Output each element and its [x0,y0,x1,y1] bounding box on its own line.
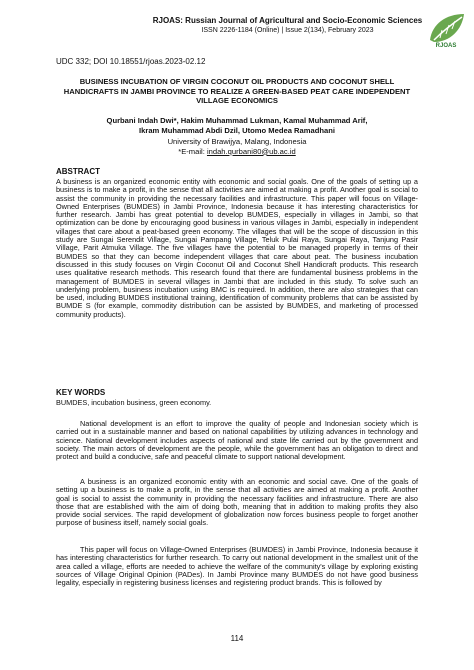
body-paragraph-1: National development is an effort to improve the quality of people and Indonesian society which is carried out in a sustainable manner and based on national capabilities by utilizing advances in technology and science. National development includes aspects of national and state life carried out by the government and society. The main actors of development are the people, while the government has an obligation to direct and protect and build a conducive, safe and peaceful climate to support national development. [56,419,418,462]
email-line [56,147,418,157]
journal-header [0,10,474,50]
udc-doi: UDC 332; DOI 10.18551/rjoas.2023-02.12 [56,57,206,66]
abstract-text: A business is an organized economic entity with economic and social goals. One of the goals of setting up a business is to make a profit, in the sense that all activities are aimed at making a profit. Another goal is social to assist the community in providing the necessary facilities and infrastructure. This paper will focus on Village-Owned Enterprises (BUMDES) in Jambi Province, Indonesia because it has interesting characteristics for further research. Jambi has great potential to develop BUMDES, especially in villages in Jambi, so that optimization can be done by encouraging good business in various villages in Jambi, especially in independent villages that care about a peat-based green economy. The villages that will be the scope of discussion in this study are Sungai Serendit Village, Sungai Pampang Village, Teluk Pulai Raya, Sungai Raya, Tanjung Pasir Village, Parit Atmuka Village. The five villages have the potential to be managed properly in terms of their BUMDES so that they can become independent villages that care about peat. The business incubation discussed in this study focuses on Virgin Coconut Oil and Coconut Shell Handicraft products. This research uses qualitative research methods. This research found that there are fundamental business problems in the management of BUMDES in several villages in Jambi that are included in this study. To solve such an underlying problem, business incubation using BMC is required. In addition, there are also strategies that can be used, including BUMDES institutional training, identification of community problems that can be assisted by BUMDE S (for example, commodity distribution can be assisted by BUMDES, and marketing of processed community products). [56,177,418,319]
authors [56,116,418,135]
paper-title: BUSINESS INCUBATION OF VIRGIN COCONUT OIL PRODUCTS AND COCONUT SHELL HANDICRAFTS IN JAMBI PROVINCE TO REALIZE A GREEN-BASED PEAT CARE INDEPENDENT VILLAGE ECONOMICS [63,77,411,105]
email-link[interactable]: indah.qurbani80@ub.ac.id [206,146,296,156]
abstract-heading: ABSTRACT [56,167,100,176]
logo-text: RJOAS [435,43,457,48]
body-paragraph-2: A business is an organized economic entity with an economic and social cave. One of the goals of setting up a business is to make a profit, in the sense that all activities are aimed at making a profit. Another goal is social to assist the community in providing the necessary facilities and infrastructure. There are also those that are established with the aim of doing both, meaning that in addition to making profits they also provide social services. The rapid development of globalization now forces business people to forget another purpose of business itself, namely social goals. [56,477,418,528]
authors-line-2: Ikram Muhammad Abdi Dzil, Utomo Medea Ramadhani [139,125,335,135]
email-label: *E-mail: [178,146,207,156]
university: University of Brawijya, Malang, Indonesia [167,137,307,146]
journal-title: RJOAS: Russian Journal of Agricultural and Socio-Economic Sciences [152,16,423,25]
authors-line-1: Qurbani Indah Dwi*, Hakim Muhammad Lukman, Kamal Muhammad Arif, [106,116,368,125]
keywords-heading: KEY WORDS [56,388,106,397]
body-paragraph-3: This paper will focus on Village-Owned Enterprises (BUMDES) in Jambi Province, Indonesia because it has interesting characteristics for further research. To carry out national development in the smallest unit of the area called a village, efforts are needed to achieve the welfare of the community's village by exploring existing sources of Village Original Opinion (PADes). In Jambi Province many BUMDES do not have good business legality, especially in registering business licenses and registering product brands. This is followed by [56,545,418,588]
journal-leaf-logo-icon [424,10,468,48]
journal-issn: ISSN 2226-1184 (Online) | Issue 2(134), February 2023 [201,27,374,34]
keywords-text: BUMDES, incubation business, green economy. [56,398,212,407]
page-number: 114 [230,634,244,643]
affiliation [56,137,418,156]
